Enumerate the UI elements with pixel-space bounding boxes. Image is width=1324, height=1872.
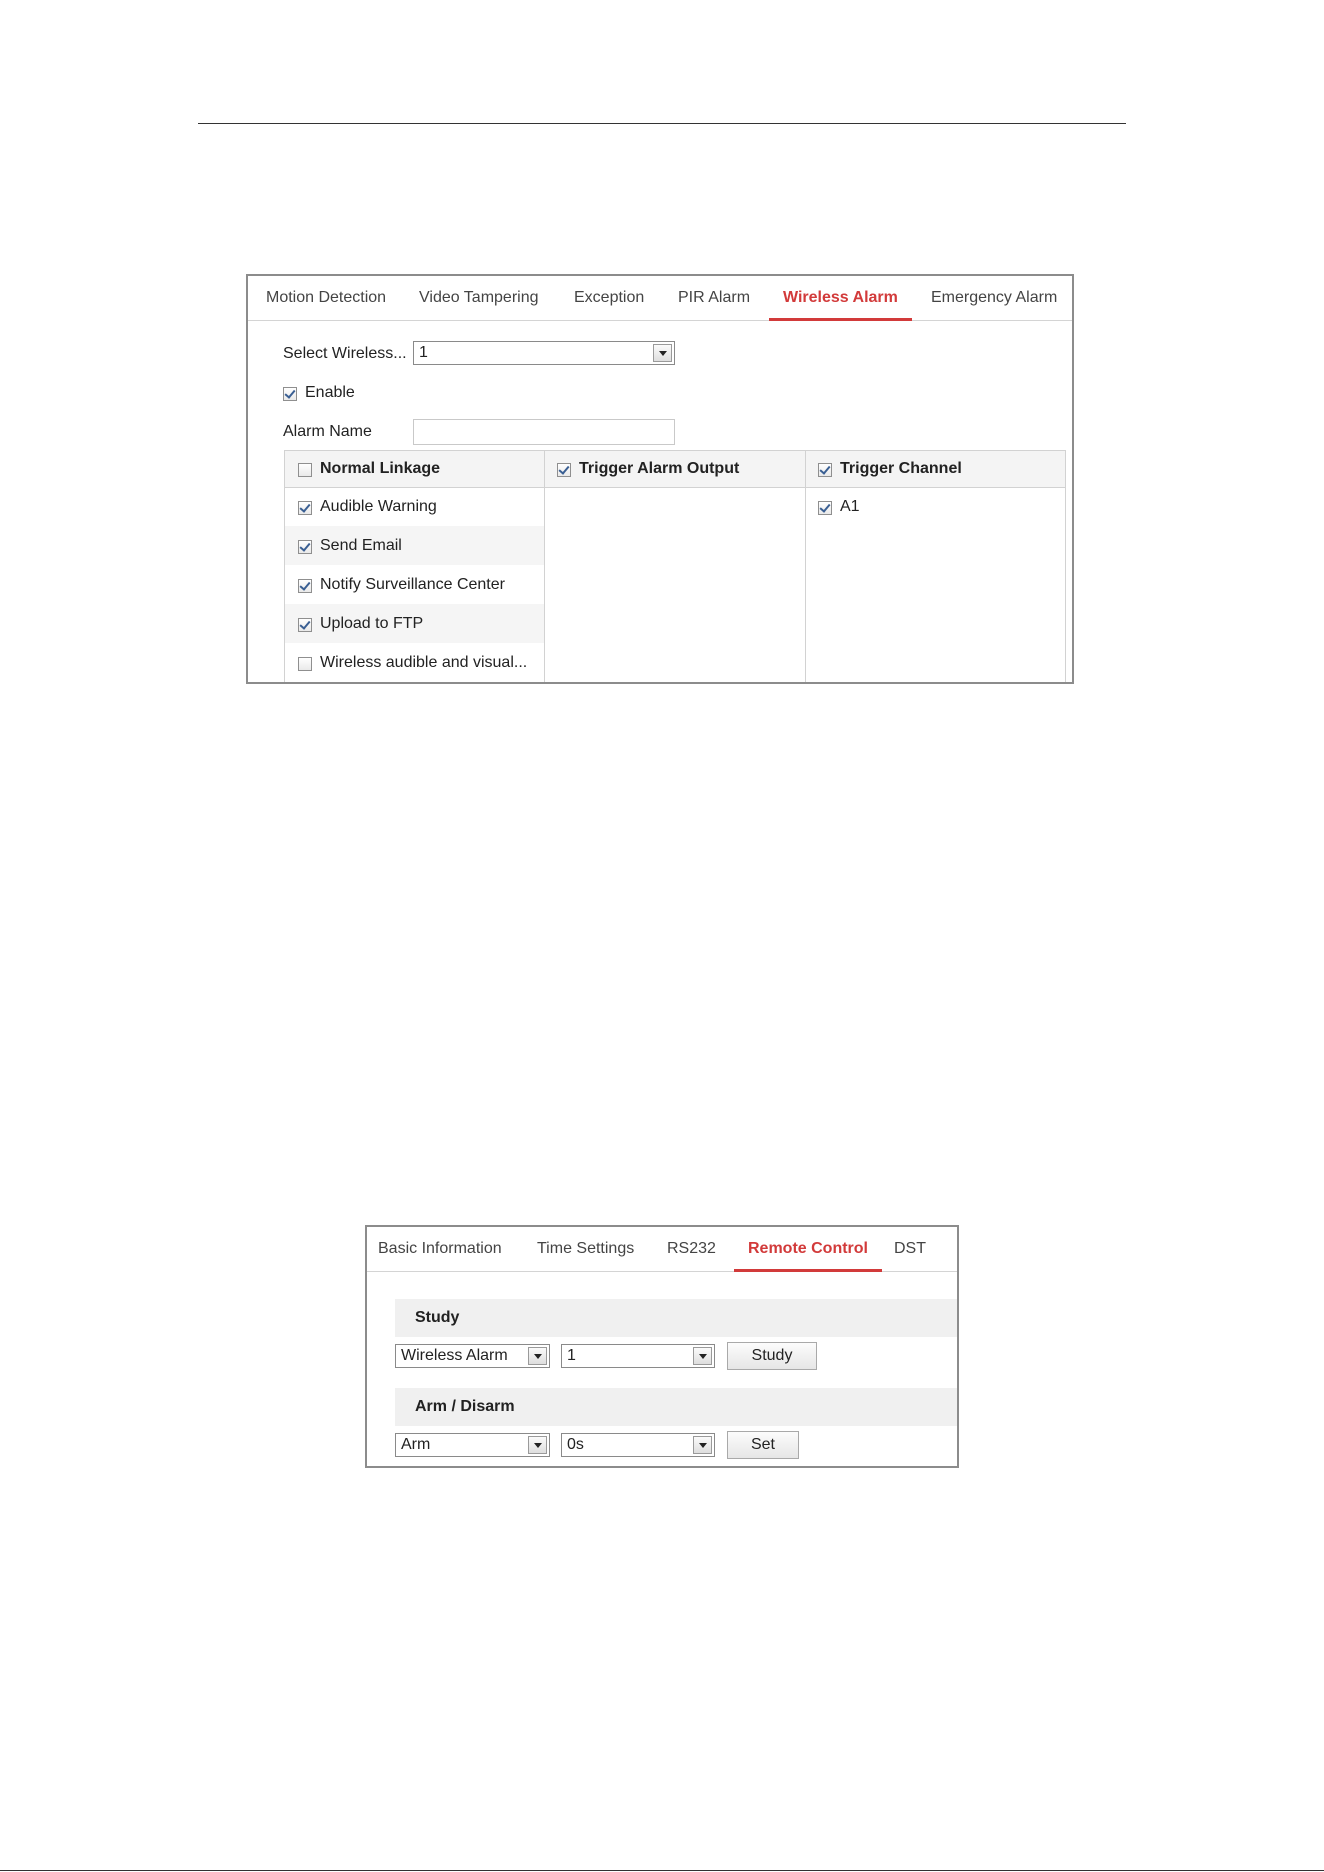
notify-surveillance-center-label: Notify Surveillance Center [320, 576, 505, 593]
select-wireless-value: 1 [419, 344, 428, 361]
page-bottom-rule [0, 1870, 1324, 1871]
trigger-alarm-output-header: Trigger Alarm Output [579, 460, 740, 477]
upload-to-ftp-checkbox[interactable] [298, 618, 312, 632]
tab-rs232[interactable]: RS232 [667, 1240, 716, 1257]
trigger-channel-header: Trigger Channel [840, 460, 962, 477]
tab-remote-control[interactable]: Remote Control [748, 1227, 868, 1271]
study-button[interactable]: Study [727, 1342, 817, 1370]
arm-mode-dropdown[interactable] [395, 1433, 550, 1457]
alarm-name-input[interactable] [413, 419, 675, 445]
wireless-audible-visual-label: Wireless audible and visual... [320, 654, 528, 671]
column-divider [805, 451, 806, 684]
arm-delay-dropdown[interactable] [561, 1433, 715, 1457]
notify-surveillance-center-checkbox[interactable] [298, 579, 312, 593]
column-divider [544, 451, 545, 684]
study-type-dropdown[interactable] [395, 1344, 550, 1368]
select-wireless-dropdown[interactable] [413, 341, 675, 365]
arm-disarm-section-header [395, 1388, 957, 1426]
tab-exception[interactable]: Exception [574, 289, 645, 306]
channel-a1-checkbox[interactable] [818, 501, 832, 515]
normal-linkage-checkbox[interactable] [298, 463, 312, 477]
trigger-alarm-output-checkbox[interactable] [557, 463, 571, 477]
normal-linkage-header: Normal Linkage [320, 460, 441, 477]
tab-pir-alarm[interactable]: PIR Alarm [678, 289, 751, 306]
tab-emergency-alarm[interactable]: Emergency Alarm [931, 289, 1058, 306]
chevron-down-icon[interactable] [693, 1436, 712, 1454]
arm-delay-value: 0s [567, 1436, 584, 1453]
tab-basic-information[interactable]: Basic Information [378, 1240, 502, 1257]
alarm-name-label: Alarm Name [283, 423, 372, 440]
wireless-audible-visual-checkbox[interactable] [298, 657, 312, 671]
linkage-grid [284, 450, 1066, 684]
set-button[interactable]: Set [727, 1431, 799, 1459]
event-tabs [248, 276, 1072, 321]
tab-time-settings[interactable]: Time Settings [537, 1240, 635, 1257]
tab-motion-detection[interactable]: Motion Detection [266, 289, 387, 306]
audible-warning-label: Audible Warning [320, 498, 437, 515]
chevron-down-icon[interactable] [653, 344, 672, 362]
tab-wireless-alarm[interactable]: Wireless Alarm [783, 276, 898, 320]
study-title: Study [415, 1309, 460, 1326]
tab-dst[interactable]: DST [894, 1240, 926, 1257]
system-tabs [367, 1227, 957, 1272]
send-email-checkbox[interactable] [298, 540, 312, 554]
remote-control-panel [365, 1225, 959, 1468]
audible-warning-checkbox[interactable] [298, 501, 312, 515]
wireless-alarm-panel [246, 274, 1074, 684]
arm-mode-value: Arm [401, 1436, 431, 1453]
study-type-value: Wireless Alarm [401, 1347, 508, 1364]
page-top-rule [198, 123, 1126, 124]
enable-checkbox[interactable] [283, 387, 297, 401]
study-section-header [395, 1299, 957, 1337]
select-wireless-label: Select Wireless... [283, 345, 407, 362]
chevron-down-icon[interactable] [528, 1436, 547, 1454]
trigger-channel-checkbox[interactable] [818, 463, 832, 477]
chevron-down-icon[interactable] [528, 1347, 547, 1365]
send-email-label: Send Email [320, 537, 402, 554]
arm-disarm-title: Arm / Disarm [415, 1398, 515, 1415]
enable-label: Enable [305, 384, 355, 401]
study-number-dropdown[interactable] [561, 1344, 715, 1368]
channel-a1-label: A1 [840, 498, 860, 515]
chevron-down-icon[interactable] [693, 1347, 712, 1365]
tab-video-tampering[interactable]: Video Tampering [419, 289, 539, 306]
study-number-value: 1 [567, 1347, 576, 1364]
upload-to-ftp-label: Upload to FTP [320, 615, 424, 632]
